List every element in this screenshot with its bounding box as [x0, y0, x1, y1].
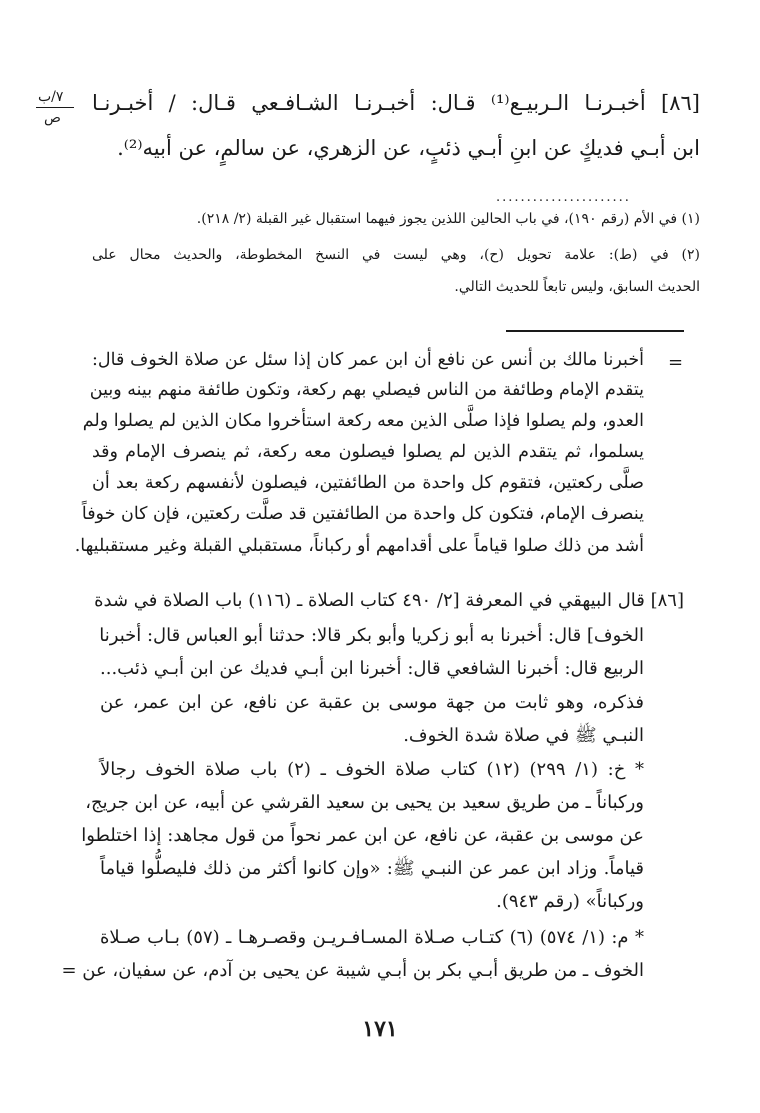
- margin-note-rule: [36, 107, 74, 108]
- footnote-line: (١) في الأم (رقم ١٩٠)، في باب الحالين اللذين يجوز فيهما استقبال غير القبلة (٢/ ٢١٨).: [196, 211, 700, 227]
- continuation-marker: =: [668, 352, 684, 373]
- dotted-separator: ......................: [496, 190, 631, 205]
- continuation-line: العدو، ولم يصلوا فإذا صلَّى الذين معه ركعة استأخروا مكان الذين لم يصلوا ولم: [82, 411, 644, 431]
- takhrij-line: * م: (١/ ٥٧٤) (٦) كتـاب صـلاة المسـافـريـن وقصـرهـا ـ (٥٧) بـاب صـلاة: [100, 927, 644, 948]
- takhrij-line: قياماً. وزاد ابن عمر عن النبـي ﷺ: «وإن كانوا أكثر من ذلك فليصلُّوا قياماً: [100, 858, 644, 879]
- page-number: ١٧١: [362, 1016, 398, 1042]
- takhrij-line: وركباناً ـ من طريق سعيد بن يحيى بن سعيد القرشي عن أبيه، عن ابن جريج،: [85, 792, 644, 813]
- takhrij-line: * خ: (١/ ٢٩٩) (١٢) كتاب صلاة الخوف ـ (٢) باب صلاة الخوف رجالاً: [100, 759, 645, 780]
- continuation-line: ينصرف الإمام، فتكون كل واحدة من الطائفتين قد صلَّت ركعتين، فإن كان خوفاً: [81, 504, 644, 524]
- footnote-line: (٢) في (ط): علامة تحويل (ح)، وهي ليست في النسخ المخطوطة، والحديث محال على: [92, 247, 700, 263]
- takhrij-line: عن موسى بن عقبة، عن نافع، عن ابن عمر نحواً من قول مجاهد: إذا اختلطوا: [81, 825, 644, 846]
- continuation-line: أشد من ذلك صلوا قياماً على أقدامهم أو ركباناً، مستقبلي القبلة وغير مستقبليها.: [74, 536, 644, 556]
- hadith-line: [٨٦] أخبـرنـا الـربيـع⁽¹⁾ قـال: أخبـرنـا الشـافـعي قـال: / أخبـرنـا: [92, 91, 700, 115]
- takhrij-line: الخوف] قال: أخبرنا به أبو زكريا وأبو بكر قالا: حدثنا أبو العباس قال: أخبرنا: [99, 625, 644, 646]
- margin-note-page: ص: [44, 110, 61, 126]
- continuation-line: يسلموا، ثم يتقدم الذين لم يصلوا فيصلون معه ركعة، ثم ينصرف الإمام وقد: [92, 442, 644, 462]
- takhrij-line: فذكره، وهو ثابت من جهة موسى بن عقبة عن نافع، عن ابن عمر، عن: [100, 692, 644, 713]
- takhrij-line: الربيع قال: أخبرنا الشافعي قال: أخبرنا ابن أبـي فديك عن ابن أبـي ذئب...: [100, 658, 644, 679]
- margin-note-folio: ٧/ب: [38, 89, 64, 105]
- hadith-line: ابن أبـي فديكٍ عن ابنِ أبـي ذئبٍ، عن الزهري، عن سالمٍ، عن أبيه⁽²⁾.: [117, 136, 700, 160]
- takhrij-line: النبـي ﷺ في صلاة شدة الخوف.: [403, 725, 644, 746]
- footnote-line: الحديث السابق، وليس تابعاً للحديث التالي.: [454, 279, 700, 295]
- continuation-line: صلَّى ركعتين، فتقوم كل واحدة من الطائفتين، فيصلون لأنفسهم ركعة بعد أن: [92, 473, 644, 493]
- continuation-line: يتقدم الإمام وطائفة من الناس فيصلي بهم ركعة، وتكون طائفة منهم بينه وبين: [89, 380, 644, 400]
- section-rule: [506, 330, 684, 332]
- takhrij-line: الخوف ـ من طريق أبـي بكر بن أبـي شيبة عن يحيى بن آدم، عن سفيان، عن =: [61, 960, 644, 981]
- continuation-line: أخبرنا مالك بن أنس عن نافع أن ابن عمر كان إذا سئل عن صلاة الخوف قال:: [92, 350, 644, 370]
- takhrij-line: وركباناً» (رقم ٩٤٣).: [496, 891, 644, 912]
- takhrij-line: [٨٦] قال البيهقي في المعرفة [٢/ ٤٩٠ كتاب الصلاة ـ (١١٦) باب الصلاة في شدة: [94, 590, 684, 611]
